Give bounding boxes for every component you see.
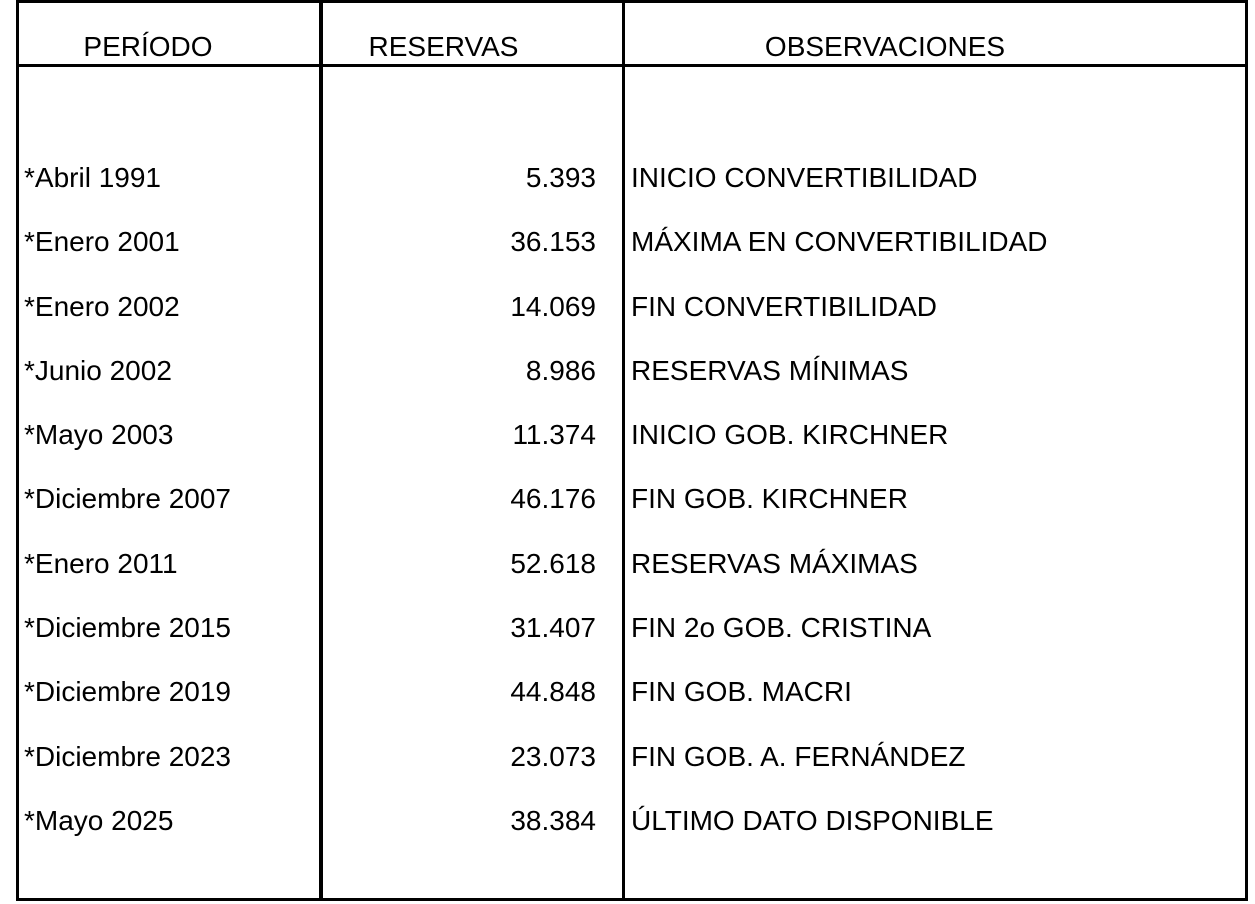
table-row [0,353,1255,417]
table-row [0,803,1255,867]
table-row [0,224,1255,288]
cell-periodo: *Diciembre 2015 [24,612,231,644]
cell-reservas: 5.393 [525,162,596,193]
table-row [0,417,1255,481]
table-row [0,546,1255,610]
cell-observaciones: MÁXIMA EN CONVERTIBILIDAD [631,226,1048,258]
table-border-bottom [16,898,1248,901]
cell-reservas: 38.384 [510,804,596,836]
cell-periodo: *Diciembre 2019 [24,676,231,708]
cell-periodo: *Enero 2001 [24,226,180,258]
cell-reservas: 31.407 [510,612,596,644]
cell-periodo: *Enero 2011 [24,547,178,579]
cell-observaciones: INICIO GOB. KIRCHNER [631,419,949,451]
cell-reservas: 44.848 [510,676,596,708]
table-body [0,160,1255,867]
cell-periodo: *Mayo 2025 [24,804,174,836]
header-separator [16,64,1248,67]
cell-observaciones: FIN GOB. KIRCHNER [631,483,908,515]
cell-periodo: *Junio 2002 [24,354,172,386]
table-row [0,610,1255,674]
cell-periodo: *Diciembre 2007 [24,483,231,515]
table-row [0,160,1255,224]
cell-periodo: *Mayo 2003 [24,419,174,451]
cell-observaciones: ÚLTIMO DATO DISPONIBLE [631,804,994,836]
table-row [0,481,1255,545]
cell-observaciones: RESERVAS MÍNIMAS [631,354,909,386]
cell-reservas: 52.618 [510,547,596,579]
cell-periodo: *Enero 2002 [24,290,180,322]
table-border-top [16,0,1248,3]
cell-observaciones: RESERVAS MÁXIMAS [631,547,918,579]
cell-observaciones: FIN CONVERTIBILIDAD [631,290,937,322]
cell-periodo: *Diciembre 2023 [24,740,231,772]
header-periodo: PERÍODO [83,31,213,62]
cell-observaciones: INICIO CONVERTIBILIDAD [631,162,978,193]
cell-periodo: *Abril 1991 [24,162,161,193]
cell-reservas: 14.069 [510,290,596,322]
cell-reservas: 23.073 [510,740,596,772]
header-observaciones: OBSERVACIONES [764,31,1006,62]
cell-reservas: 11.374 [512,419,596,451]
cell-reservas: 36.153 [510,226,596,258]
cell-observaciones: FIN 2o GOB. CRISTINA [631,612,932,644]
cell-observaciones: FIN GOB. A. FERNÁNDEZ [631,740,966,772]
cell-observaciones: FIN GOB. MACRI [631,676,852,708]
cell-reservas: 46.176 [510,483,596,515]
table-row [0,674,1255,738]
table-row [0,289,1255,353]
table-row [0,739,1255,803]
header-reservas: RESERVAS [368,31,519,62]
cell-reservas: 8.986 [525,354,596,386]
